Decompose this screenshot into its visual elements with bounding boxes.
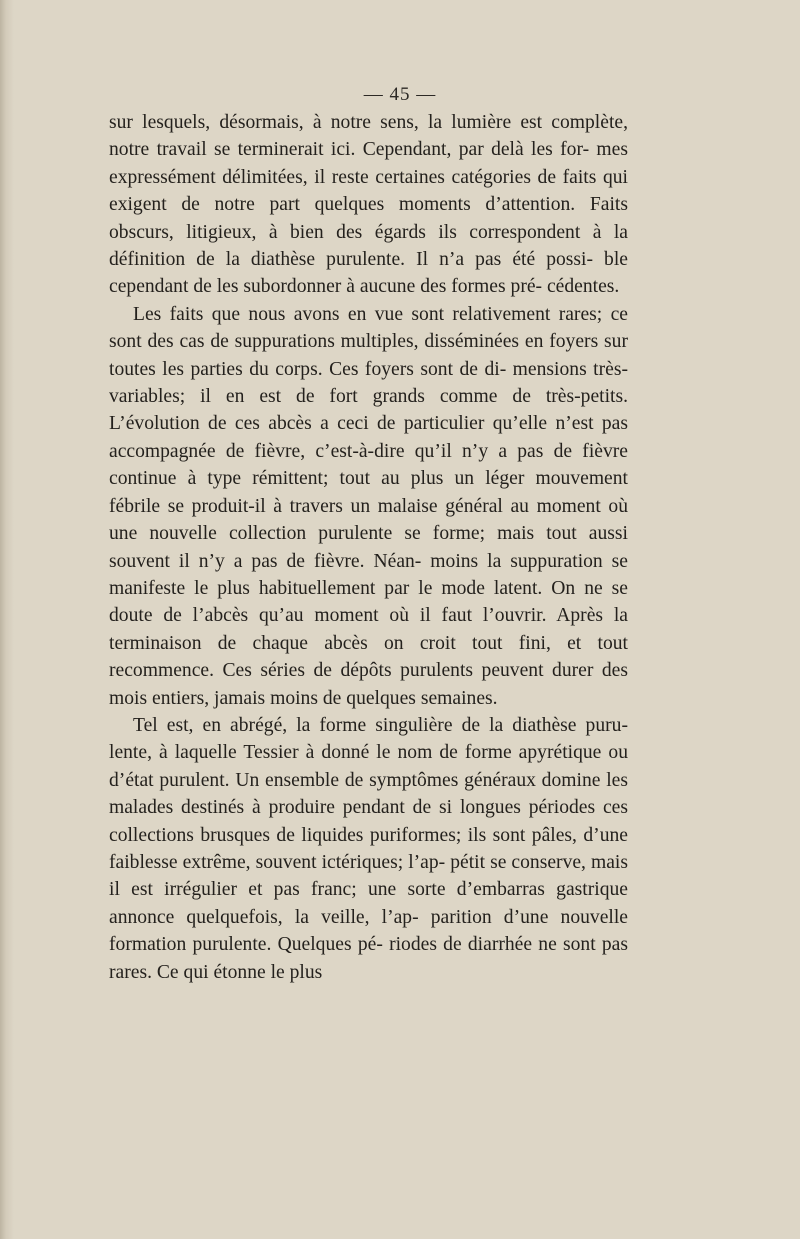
body-text	[109, 109, 628, 986]
paragraph: Les faits que nous avons en vue sont relativement rares; ce sont des cas de suppurations multiples, disséminées en foyers sur toutes les parties du corps. Ces foyers sont de di- mensions très-variables; il en est de fort grands comme de très-petits. L’évolution de ces abcès a ceci de particulier qu’elle n’est pas accompagnée de fièvre, c’est-à-dire qu’il n’y a pas de fièvre continue à type rémittent; tout au plus un léger mouvement fébrile se produit-il à travers un malaise général au moment où une nouvelle collection purulente se forme; mais tout aussi souvent il n’y a pas de fièvre. Néan- moins la suppuration se manifeste le plus habituellement par le mode latent. On ne se doute de l’abcès qu’au moment où il faut l’ouvrir. Après la terminaison de chaque abcès on croit tout fini, et tout recommence. Ces séries de dépôts purulents peuvent durer des mois entiers, jamais moins de quelques semaines.	[109, 303, 628, 709]
paragraph: Tel est, en abrégé, la forme singulière de la diathèse puru- lente, à laquelle Tessier à donné le nom de forme apyrétique ou d’état purulent. Un ensemble de symptômes généraux domine les malades destinés à produire pendant de si longues périodes ces collections brusques de liquides puriformes; ils sont pâles, d’une faiblesse extrême, souvent ictériques; l’ap- pétit se conserve, mais il est irrégulier et pas franc; une sorte d’embarras gastrique annonce quelquefois, la veille, l’ap- parition d’une nouvelle formation purulente. Quelques pé- riodes de diarrhée ne sont pas rares. Ce qui étonne le plus	[109, 714, 628, 983]
page-binding-edge	[0, 0, 14, 1239]
paragraph: sur lesquels, désormais, à notre sens, la lumière est complète, notre travail se terminerait ici. Cependant, par delà les for- mes expressément délimitées, il reste certaines catégories de faits qui exigent de notre part quelques moments d’attention. Faits obscurs, litigieux, à bien des égards ils correspondent à la définition de la diathèse purulente. Il n’a pas été possi- ble cependant de les subordonner à aucune des formes pré- cédentes.	[109, 112, 628, 298]
page-number: — 45 —	[363, 84, 437, 105]
